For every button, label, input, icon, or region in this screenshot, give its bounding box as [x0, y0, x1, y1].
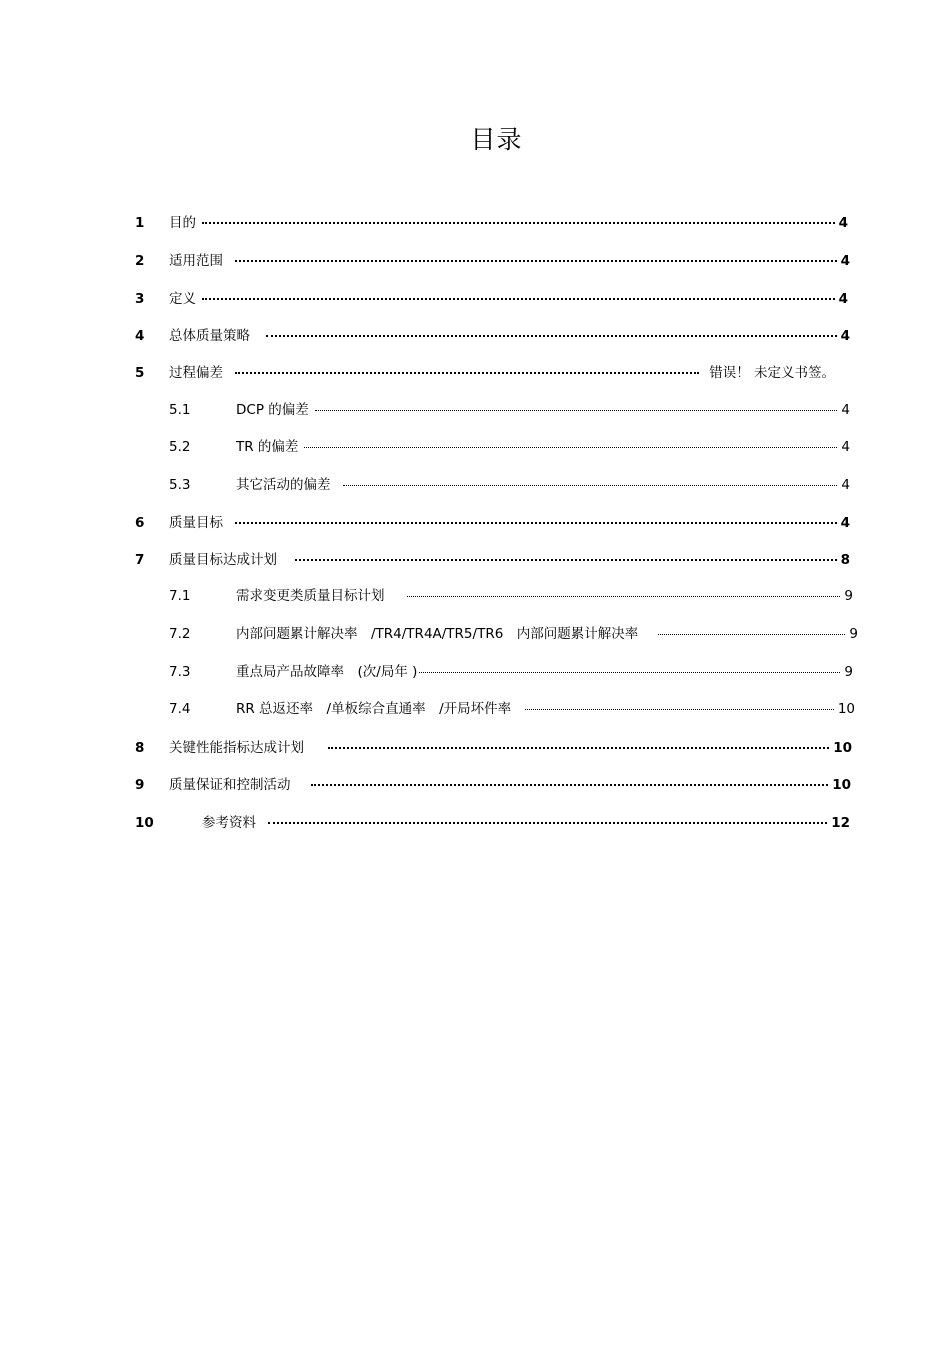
toc-entry-label: 关键性能指标达成计划	[169, 740, 304, 756]
toc-entry-page: 12	[831, 815, 850, 831]
dot-leader	[343, 473, 838, 486]
toc-entry-number: 3	[135, 291, 145, 307]
toc-entry-number: 8	[135, 740, 145, 756]
toc-entry-label: 质量保证和控制活动	[169, 777, 291, 793]
toc-entry-number: 7.4	[169, 701, 191, 717]
toc-entry-number: 6	[135, 515, 145, 531]
dot-leader	[328, 735, 829, 749]
toc-subentry[interactable]	[169, 700, 855, 718]
dot-leader	[266, 323, 837, 337]
toc-entry-page: 4	[840, 515, 850, 531]
toc-entry-label: 质量目标	[169, 515, 223, 531]
toc-entry[interactable]	[135, 326, 850, 345]
toc-entry-number: 9	[135, 777, 145, 793]
dot-leader	[311, 772, 829, 786]
dot-leader	[419, 660, 840, 673]
dot-leader	[295, 547, 837, 561]
dot-leader	[658, 622, 845, 635]
toc-subentry[interactable]	[169, 438, 850, 456]
toc-entry-number: 4	[135, 328, 145, 344]
toc-entry-page: 9	[844, 664, 853, 680]
toc-subentry[interactable]	[169, 625, 858, 643]
toc-entry-label: 参考资料	[202, 815, 256, 831]
toc-entry-label: DCP 的偏差	[236, 402, 309, 418]
toc-entry-label: 其它活动的偏差	[236, 477, 331, 493]
dot-leader	[235, 360, 699, 374]
toc-entry-label: 过程偏差	[169, 365, 223, 381]
toc-entry[interactable]	[135, 813, 850, 832]
dot-leader	[235, 510, 837, 524]
toc-entry-page: 10	[833, 740, 852, 756]
toc-entry-page: 9	[849, 626, 858, 642]
toc-entry-page: 4	[838, 291, 848, 307]
toc-subentry[interactable]	[169, 401, 850, 419]
toc-entry-label: 适用范围	[169, 253, 223, 269]
toc-entry-label: 质量目标达成计划	[169, 552, 277, 568]
dot-leader	[525, 697, 834, 710]
toc-entry-number: 10	[135, 815, 154, 831]
toc-subentry[interactable]	[169, 476, 850, 494]
toc-entry[interactable]	[135, 775, 851, 794]
dot-leader	[304, 435, 837, 448]
toc-entry-label: 内部问题累计解决率 /TR4/TR4A/TR5/TR6 内部问题累计解决率	[236, 626, 639, 642]
toc-entry-number: 5	[135, 365, 145, 381]
page-title: 目录	[470, 125, 523, 154]
toc-entry-page: 4	[841, 439, 850, 455]
toc-entry[interactable]	[135, 513, 850, 532]
toc-entry-page: 错误！ 未定义书签。	[709, 365, 835, 381]
dot-leader	[407, 584, 841, 597]
toc-entry[interactable]	[135, 289, 848, 308]
toc-entry-page: 4	[838, 215, 848, 231]
toc-entry-number: 1	[135, 215, 145, 231]
toc-entry-page: 10	[837, 701, 855, 717]
toc-entry-label: RR 总返还率 /单板综合直通率 /开局坏件率	[236, 701, 512, 717]
dot-leader	[202, 210, 835, 224]
toc-entry-page: 4	[840, 328, 850, 344]
toc-entry-page: 8	[840, 552, 850, 568]
toc-entry-label: 重点局产品故障率 (次/局年 )	[236, 664, 418, 680]
dot-leader	[235, 248, 837, 262]
toc-subentry[interactable]	[169, 587, 853, 605]
toc-entry-page: 4	[840, 253, 850, 269]
toc-entry-label: 定义	[169, 291, 196, 307]
dot-leader	[315, 398, 838, 411]
toc-entry-label: 目的	[169, 215, 196, 231]
toc-entry-page: 4	[841, 402, 850, 418]
toc-entry[interactable]	[135, 251, 850, 270]
toc-subentry[interactable]	[169, 663, 853, 681]
dot-leader	[268, 810, 827, 824]
toc-entry-number: 2	[135, 253, 145, 269]
toc-entry-label: 需求变更类质量目标计划	[236, 588, 385, 604]
toc-entry-page: 10	[832, 777, 851, 793]
toc-entry-number: 5.3	[169, 477, 191, 493]
toc-entry-page: 4	[841, 477, 850, 493]
dot-leader	[202, 286, 835, 300]
toc-entry-number: 7	[135, 552, 145, 568]
toc-entry[interactable]	[135, 213, 848, 232]
toc-entry-page: 9	[844, 588, 853, 604]
toc-entry-number: 5.1	[169, 402, 191, 418]
toc-entry[interactable]	[135, 550, 850, 569]
toc-entry-number: 7.1	[169, 588, 191, 604]
toc-entry[interactable]	[135, 363, 835, 382]
toc-entry-label: TR 的偏差	[236, 439, 299, 455]
toc-entry-number: 5.2	[169, 439, 191, 455]
toc-entry[interactable]	[135, 738, 852, 757]
toc-entry-number: 7.2	[169, 626, 191, 642]
toc-entry-number: 7.3	[169, 664, 191, 680]
toc-entry-label: 总体质量策略	[169, 328, 250, 344]
